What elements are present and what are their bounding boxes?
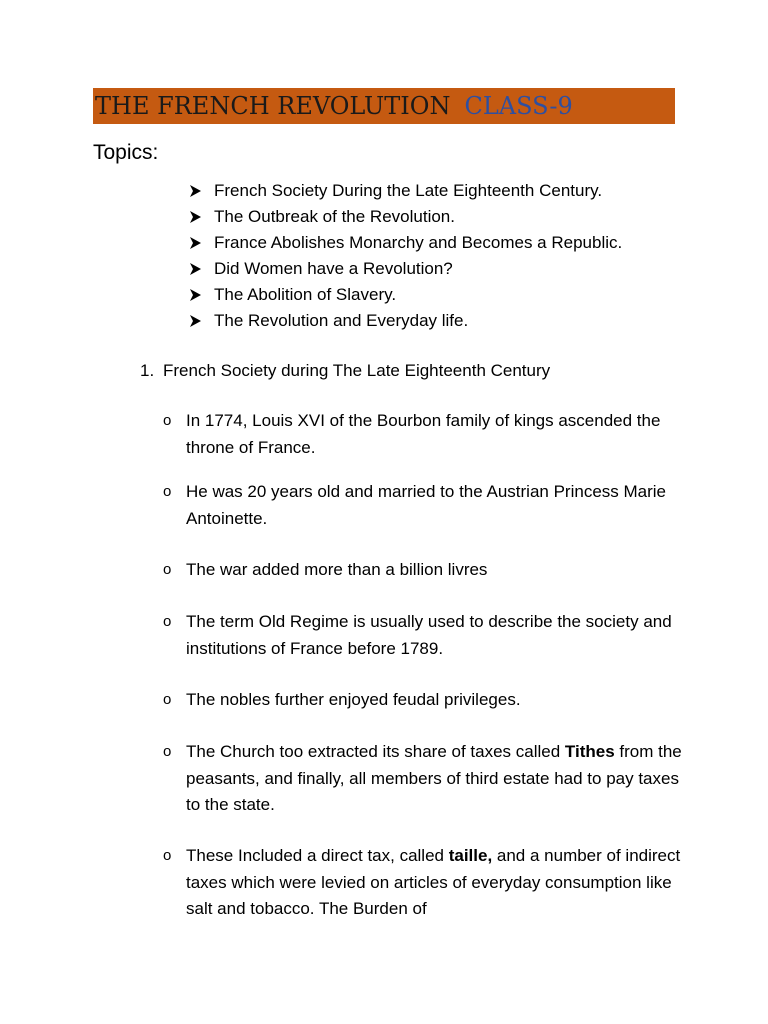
bold-term: Tithes [564, 742, 615, 761]
bullet-text: from the peasants, and finally, all members of third estate had to pay taxes to the state. [186, 742, 682, 814]
arrow-bullet-icon [188, 184, 202, 198]
topic-item [188, 256, 622, 282]
bullet-text: The war added more than a billion livres [186, 560, 488, 579]
bullet-text: The term Old Regime is usually used to describe the society and institutions of France before 1789. [186, 612, 672, 658]
bold-term: taille, [448, 846, 493, 865]
circle-bullet-icon: o [163, 412, 172, 429]
circle-bullet-icon: o [163, 613, 172, 630]
title-banner [93, 88, 675, 124]
arrow-bullet-icon [188, 236, 202, 250]
bullet-point [163, 687, 683, 714]
circle-bullet-icon: o [163, 561, 172, 578]
bullet-point [163, 408, 683, 461]
topic-item [188, 230, 622, 256]
topics-heading: Topics: [93, 141, 159, 164]
arrow-bullet-icon [188, 210, 202, 224]
topic-item [188, 282, 622, 308]
bullet-point [163, 609, 683, 662]
bullet-point [163, 557, 683, 584]
topic-text: The Outbreak of the Revolution. [214, 207, 455, 226]
topic-item [188, 308, 622, 334]
topic-text: Did Women have a Revolution? [214, 259, 453, 278]
topic-text: France Abolishes Monarchy and Becomes a Republic. [214, 233, 623, 252]
topic-item [188, 178, 622, 204]
bullet-text: These Included a direct tax, called [186, 846, 449, 865]
topic-text: The Abolition of Slavery. [214, 285, 397, 304]
bullet-point [163, 479, 683, 532]
bullet-text: and a number of indirect taxes which were levied on articles of everyday consumption like salt and tobacco. The Burden of [186, 846, 681, 918]
section-heading [140, 358, 550, 384]
bullet-text: The Church too extracted its share of taxes called [186, 742, 565, 761]
document-title: THE FRENCH REVOLUTION [95, 92, 451, 120]
topic-text: The Revolution and Everyday life. [214, 311, 469, 330]
circle-bullet-icon: o [163, 483, 172, 500]
section-number: 1. [140, 361, 155, 380]
circle-bullet-icon: o [163, 847, 172, 864]
section-title: French Society during The Late Eighteenth Century [163, 361, 551, 380]
arrow-bullet-icon [188, 262, 202, 276]
bullet-text: In 1774, Louis XVI of the Bourbon family of kings ascended the throne of France. [186, 411, 661, 457]
topics-list [188, 178, 622, 334]
arrow-bullet-icon [188, 288, 202, 302]
bullet-text: The nobles further enjoyed feudal privileges. [186, 690, 521, 709]
bullet-point [163, 843, 683, 923]
arrow-bullet-icon [188, 314, 202, 328]
bullet-text: He was 20 years old and married to the Austrian Princess Marie Antoinette. [186, 482, 667, 528]
topic-text: French Society During the Late Eighteenth Century. [214, 181, 603, 200]
class-label: CLASS-9 [464, 92, 573, 120]
circle-bullet-icon: o [163, 691, 172, 708]
topic-item [188, 204, 622, 230]
circle-bullet-icon: o [163, 743, 172, 760]
bullet-point [163, 739, 683, 819]
